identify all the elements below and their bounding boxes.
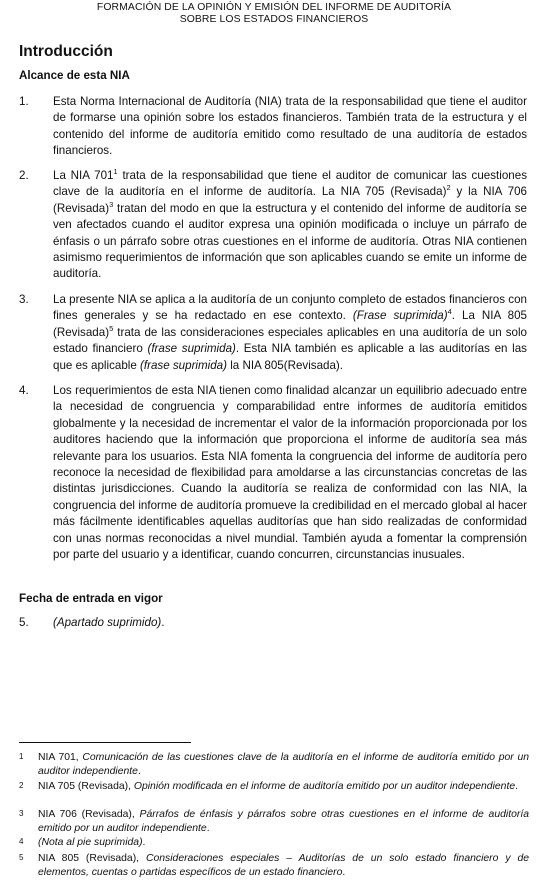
text-run: . <box>342 866 346 878</box>
text-run: trata de las consideraciones especiales aplicables en una auditoría de un solo estado financiero <box>53 325 527 356</box>
footnote-ref-1[interactable]: 1 <box>113 167 118 177</box>
text-run: . <box>142 837 146 848</box>
text-run: . <box>161 616 165 629</box>
footnote-3 <box>19 808 529 835</box>
italic-run: (frase suprimida) <box>140 358 227 372</box>
paragraph-text: Esta Norma Internacional de Auditoría (NIA) trata de la responsabilidad que tiene el auditor de formarse una opinión sobre los estados financieros. También trata de la estructura y el contenido del informe de auditoría emitido como resultado de una auditoría de estados financieros. <box>53 95 527 158</box>
italic-run: Consideraciones especiales – Auditorías de un solo estado financiero y de elementos, cuentas o partidas específicos de un estado financiero <box>38 853 529 878</box>
paragraph-text: Los requerimientos de esta NIA tienen como finalidad alcanzar un equilibrio adecuado entre la necesidad de congruencia y comparabilidad entre informes de auditoría emitidos globalmente y la necesidad de incrementar el valor de la información proporcionada por los auditores haciendo que la información que proporciona el informe de auditoría sea más relevante para los usuarios. Esta NIA fomenta la congruencia del informe de auditoría pero reconoce la necesidad de flexibilidad para amoldarse a las circunstancias concretas de las distintas jurisdicciones. Cuando la auditoría se realiza de conformidad con las NIA, la congruencia del informe de auditoría promueve la credibilidad en el mercado global al hacer más fácilmente identificables aquellas auditorías que han sido realizadas de conformidad con unas normas reconocidas a nivel mundial. También ayuda a fomentar la comprensión por parte del usuario y a identificar, cuando concurren, circunstancias inusuales. <box>53 384 527 562</box>
paragraph-number: 5. <box>19 616 29 629</box>
italic-run: Opinión modificada en el informe de auditoría emitido por un auditor independiente <box>133 781 516 792</box>
running-header-line-2: SOBRE LOS ESTADOS FINANCIEROS <box>179 14 369 25</box>
footnote-divider <box>19 742 191 743</box>
footnote-ref-3[interactable]: 3 <box>109 199 114 209</box>
text-run: . La NIA 805 (Revisada) <box>53 309 527 339</box>
footnote-number: 1 <box>19 752 24 761</box>
paragraph-2 <box>19 168 527 283</box>
footnote-number: 5 <box>19 853 24 862</box>
italic-run: Párrafos de énfasis y párrafos sobre otras cuestiones en el informe de auditoría emitido por un auditor independiente <box>38 809 529 834</box>
text-run: La presente NIA se aplica a la auditoría de un conjunto completo de estados financieros con fines generales y se ha redactado en ese contexto. <box>53 293 527 323</box>
footnote-1 <box>19 751 529 778</box>
text-run: . <box>515 781 519 792</box>
italic-run: (frase suprimida) <box>147 342 236 356</box>
text-run: y la NIA 706 (Revisada) <box>53 185 527 215</box>
footnote-ref-5[interactable]: 5 <box>109 323 114 333</box>
italic-run: (Nota al pie suprimida) <box>38 837 143 848</box>
text-run: trata de la responsabilidad que tiene el auditor de comunicar las cuestiones clave de la auditoría en el informe de auditoría. La NIA 705 (Revisada) <box>53 169 527 199</box>
paragraph-text <box>53 615 527 631</box>
text-run: . Esta NIA también es aplicable a las auditorías en las que es aplicable <box>53 342 527 372</box>
footnote-5 <box>19 852 529 879</box>
subheading-effective-date: Fecha de entrada en vigor <box>19 592 163 605</box>
paragraph-number: 1. <box>19 95 29 108</box>
running-header-line-1: FORMACIÓN DE LA OPINIÓN Y EMISIÓN DEL INFORME DE AUDITORÍA <box>96 2 452 13</box>
text-run: tratan del modo en que la estructura y el contenido del informe de auditoría se ven afectados cuando el auditor expresa una opinión modificada o incluye un párrafo de énfasis o un párrafo sobre otras cuestiones en el informe de auditoría. Otras NIA contienen asimismo requerimientos de información que son aplicables cuando se emite un informe de auditoría. <box>53 201 527 281</box>
footnote-4 <box>19 836 529 850</box>
footnote-text <box>38 780 529 794</box>
paragraph-3 <box>19 292 527 374</box>
paragraph-text <box>53 292 527 374</box>
italic-run: (Apartado suprimido) <box>53 616 162 629</box>
paragraph-5 <box>19 615 527 631</box>
text-run: NIA 706 (Revisada), <box>38 809 140 820</box>
paragraph-text <box>53 168 527 283</box>
footnote-number: 3 <box>19 809 24 818</box>
paragraph-4 <box>19 383 527 563</box>
footnote-ref-4[interactable]: 4 <box>447 307 452 317</box>
section-title: Introducción <box>19 43 113 60</box>
text-run: . <box>206 822 210 834</box>
subheading-scope: Alcance de esta NIA <box>19 69 130 82</box>
paragraph-number: 4. <box>19 384 29 397</box>
footnote-text <box>38 808 529 835</box>
footnote-ref-2[interactable]: 2 <box>446 183 451 193</box>
text-run: NIA 805 (Revisada), <box>38 853 146 864</box>
paragraph-number: 2. <box>19 169 29 182</box>
text-run: la NIA 805(Revisada). <box>227 358 343 372</box>
footnote-number: 2 <box>19 781 24 790</box>
text-run: NIA 705 (Revisada), <box>38 781 134 792</box>
footnote-2 <box>19 780 529 794</box>
paragraph-number: 3. <box>19 293 29 306</box>
paragraph-1 <box>19 94 527 160</box>
footnote-text <box>38 852 529 879</box>
text-run: . <box>137 765 141 777</box>
italic-run: (Frase suprimida) <box>352 309 448 323</box>
footnote-text <box>38 836 529 850</box>
text-run: NIA 701, <box>38 752 83 763</box>
italic-run: Comunicación de las cuestiones clave de la auditoría en el informe de auditoría emitido por un auditor independiente <box>38 752 529 777</box>
text-run: La NIA 701 <box>53 169 114 182</box>
running-header <box>0 2 548 26</box>
footnote-text <box>38 751 529 778</box>
footnote-number: 4 <box>19 837 24 846</box>
